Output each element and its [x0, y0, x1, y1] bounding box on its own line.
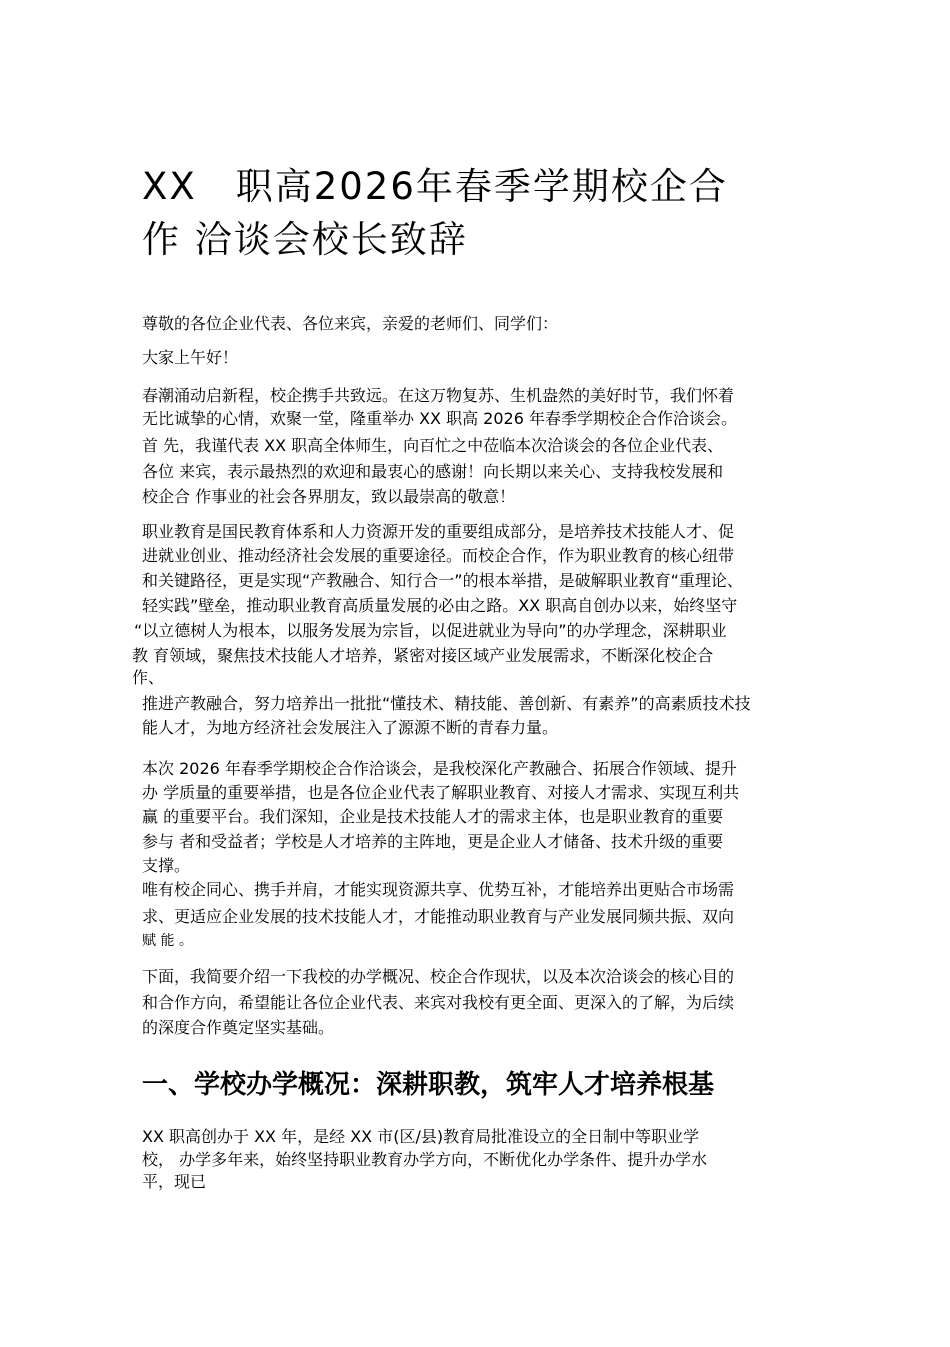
paragraph-2-line: 作、	[132, 668, 165, 687]
paragraph-4-line: 和合作方向，希望能让各位企业代表、来宾对我校有更全面、更深入的了解，为后续	[142, 993, 735, 1012]
paragraph-4-line: 下面，我简要介绍一下我校的办学概况、校企合作现状，以及本次洽谈会的核心目的	[142, 967, 735, 986]
paragraph-3-line: 支撑。	[142, 856, 191, 875]
paragraph-2-line: 能人才，为地方经济社会发展注入了源源不断的青春力量。	[142, 718, 559, 737]
paragraph-3-line: 本次 2026 年春季学期校企合作洽谈会，是我校深化产教融合、拓展合作领域、提升	[142, 759, 737, 778]
paragraph-2-line: “以立德树人为根本，以服务发展为宗旨，以促进就业为导向”的办学理念，深耕职业	[134, 621, 727, 640]
section-1-heading: 一、学校办学概况：深耕职教，筑牢人才培养根基	[142, 1070, 715, 1100]
title-line-1: XX 职高2026年春季学期校企合	[142, 165, 728, 208]
paragraph-5-line: 校， 办学多年来，始终坚持职业教育办学方向，不断优化办学条件、提升办学水	[142, 1150, 708, 1169]
paragraph-2-line: 教 育领域，聚焦技术技能人才培养，紧密对接区域产业发展需求，不断深化校企合	[132, 646, 714, 665]
paragraph-2-line: 轻实践”壁垒，推动职业教育高质量发展的必由之路。XX 职高自创办以来，始终坚守	[142, 596, 738, 615]
paragraph-3-line: 赢 的重要平台。我们深知，企业是技术技能人才的需求主体，也是职业教育的重要	[142, 807, 724, 826]
paragraph-1-line: 无比诚挚的心情，欢聚一堂，隆重举办 XX 职高 2026 年春季学期校企合作洽谈会。	[142, 409, 737, 428]
document-title	[142, 160, 822, 266]
title-line-2: 作 洽谈会校长致辞	[142, 218, 468, 261]
paragraph-2-line: 职业教育是国民教育体系和人力资源开发的重要组成部分，是培养技术技能人才、促	[142, 522, 735, 541]
paragraph-2-line: 和关键路径，更是实现“产教融合、知行合一”的根本举措，是破解职业教育“重理论、	[142, 571, 743, 590]
paragraph-2-line: 进就业创业、推动经济社会发展的重要途径。而校企合作，作为职业教育的核心纽带	[142, 546, 735, 565]
paragraph-1-line: 校企合 作事业的社会各界朋友，致以最崇高的敬意！	[142, 487, 516, 506]
paragraph-5-line: 平，现已	[142, 1172, 207, 1191]
paragraph-1-line: 各位 来宾，表示最热烈的欢迎和最衷心的感谢！向长期以来关心、支持我校发展和	[142, 462, 724, 481]
paragraph-4-line: 的深度合作奠定坚实基础。	[142, 1018, 335, 1037]
paragraph-3-line: 参与 者和受益者；学校是人才培养的主阵地，更是企业人才储备、技术升级的重要	[142, 832, 724, 851]
paragraph-3-line: 唯有校企同心、携手并肩，才能实现资源共享、优势互补，才能培养出更贴合市场需	[142, 880, 735, 899]
paragraph-3-line: 求、更适应企业发展的技术技能人才，才能推动职业教育与产业发展同频共振、双向	[142, 907, 735, 926]
paragraph-3-line: 赋 能 。	[142, 933, 193, 949]
paragraph-2-line: 推进产教融合，努力培养出一批批“懂技术、精技能、善创新、有素养”的高素质技术技	[142, 694, 751, 713]
greeting: 大家上午好！	[142, 348, 239, 367]
paragraph-1-line: 春潮涌动启新程，校企携手共致远。在这万物复苏、生机盎然的美好时节，我们怀着	[142, 386, 735, 405]
paragraph-3-line: 办 学质量的重要举措，也是各位企业代表了解职业教育、对接人才需求、实现互利共	[142, 783, 740, 802]
salutation: 尊敬的各位企业代表、各位来宾，亲爱的老师们、同学们：	[142, 314, 559, 333]
paragraph-5-line: XX 职高创办于 XX 年，是经 XX 市(区/县)教育局批准设立的全日制中等职业学	[142, 1127, 700, 1146]
paragraph-1-line: 首 先，我谨代表 XX 职高全体师生，向百忙之中莅临本次洽谈会的各位企业代表、	[142, 436, 724, 455]
